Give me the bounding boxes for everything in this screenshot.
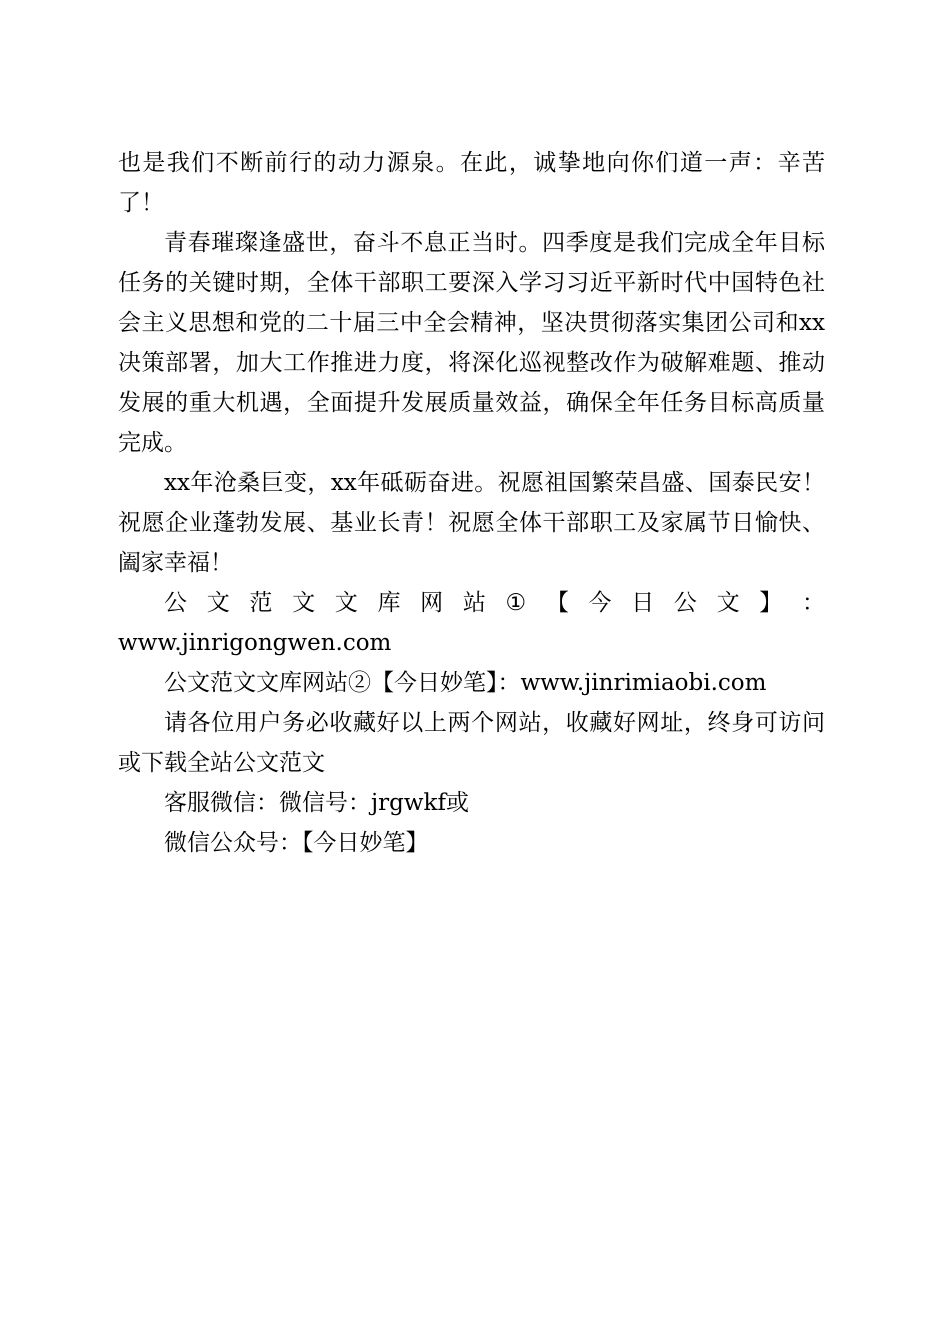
- site-1-label-char: 站: [462, 590, 486, 616]
- site-2-url[interactable]: www.jinrimiaobi.com: [520, 670, 767, 696]
- site-1-label-char: 文: [206, 590, 230, 616]
- site-1-label-char: 】: [759, 590, 783, 616]
- site-1-label-char: 文: [334, 590, 358, 616]
- site-1-label-char: 文: [716, 590, 740, 616]
- paragraph-closing-thanks: 也是我们不断前行的动力源泉。在此，诚挚地向你们道一声：辛苦了！: [118, 150, 825, 216]
- site-1-label-char: ①: [505, 590, 527, 616]
- site-1-label-line: [118, 583, 825, 623]
- paragraph-holiday-wishes: xx年沧桑巨变，xx年砥砺奋进。祝愿祖国繁荣昌盛、国泰民安！祝愿企业蓬勃发展、基业长青！祝愿全体干部职工及家属节日愉快、阖家幸福！: [118, 470, 825, 576]
- site-1-label-char: 文: [292, 590, 316, 616]
- bookmark-notice: 请各位用户务必收藏好以上两个网站，收藏好网址，终身可访问或下载全站公文范文: [118, 710, 825, 776]
- site-1-label-char: 公: [673, 590, 697, 616]
- site-2-line: [118, 663, 825, 703]
- site-1-block: [118, 583, 825, 663]
- document-page: [118, 143, 825, 863]
- paragraph-fourth-quarter-goals: 青春璀璨逢盛世，奋斗不息正当时。四季度是我们完成全年目标任务的关键时期，全体干部职工要深入学习习近平新时代中国特色社会主义思想和党的二十届三中全会精神，坚决贯彻落实集团公司和xx决策部署，加大工作推进力度，将深化巡视整改作为破解难题、推动发展的重大机遇，全面提升发展质量效益，确保全年任务目标高质量完成。: [118, 230, 825, 456]
- site-1-label-char: 公: [164, 590, 187, 616]
- site-1-url[interactable]: www.jinrigongwen.com: [118, 630, 392, 656]
- site-1-label-char: 日: [631, 590, 655, 616]
- wechat-official-account: 微信公众号：【今日妙笔】: [164, 830, 429, 856]
- site-1-label-char: 今: [588, 590, 612, 616]
- site-1-label-char: 范: [249, 590, 273, 616]
- customer-service-wechat: 客服微信：微信号：jrgwkf或: [164, 790, 469, 816]
- site-1-label-char: 【: [545, 590, 569, 616]
- site-1-label-char: ：: [801, 590, 825, 616]
- site-1-label-char: 库: [377, 590, 401, 616]
- site-2-label: 公文范文文库网站②【今日妙笔】：: [164, 670, 521, 696]
- site-1-label-char: 网: [420, 590, 444, 616]
